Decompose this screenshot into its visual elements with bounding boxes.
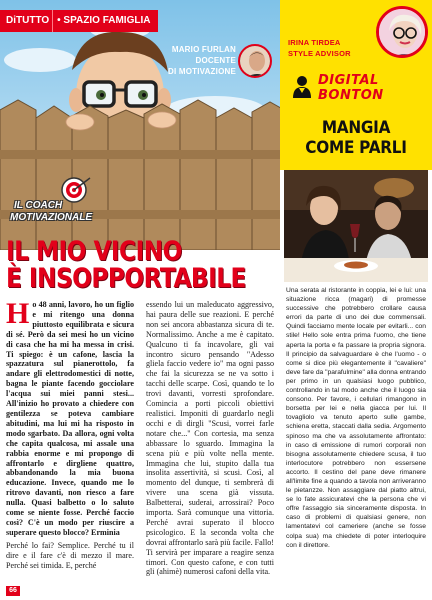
coach-role: DOCENTE: [195, 56, 236, 65]
advisor-avatar: [376, 6, 428, 58]
article-title-line2: È INSOPPORTABILE: [6, 263, 246, 294]
sidebar-body: [286, 286, 426, 550]
coach-reply-continued: essendo lui un maleducato aggressivo, hai paura delle sue reazioni. E perché non sei ancora abbastanza sicura di te. Normalissimo. Anche a me è capitato. Qualcuno ti fa incavolare, gli vai incontro sicuro pensando "Adesso gliela faccio vedere io" ma ogni passo che fai la sicurezza se ne va sotto i tacchi delle scarpe. Così, quando te lo trovi davanti, vorresti sprofondare. Comincia a porti piccoli obiettivi realistici. Imponiti di guardarlo negli occhi e di dirgli "Scusi, vorrei farle notare che..." Con cortesia, ma senza abbassare lo sguardo. Immagina la scena più e più volte nella mente. Immagina che lui, stupito dalla tua insolita assertività, si scusi. Così, al momento del dunque, ti sembrerà di vivere una scena già vissuta. Balbetterai, suderai, arrossirai? Poco importa. Sarà comunque una vittoria. Perché avrai superato il blocco psicologico. E la seconda volta che dovrai affrontarlo sarà più facile. Fallo! Ti servirà per imparare a reagire senza timori. Con questo cafone, e con tutti gli (ahimè) numerosi cafoni della vita.: [146, 300, 274, 577]
coach-reply-start: Perché lo fai? Semplice. Perché tu il dire e il fare c'è di mezzo il mare. Perché sei timida. E, perché: [6, 540, 134, 570]
coach-avatar: [238, 44, 272, 78]
coach-name: MARIO FURLAN: [171, 45, 236, 54]
sidebar-title-line1: MANGIA: [321, 118, 391, 138]
bonton-label: BONTON: [318, 88, 384, 103]
advisor-name: IRINA TIRDEA: [288, 38, 341, 47]
coach-byline: [152, 44, 276, 77]
article-column-2: [146, 300, 274, 577]
page-number: 66: [6, 586, 20, 596]
section-header: [0, 10, 158, 32]
digital-bonton-badge: [290, 72, 422, 104]
coach-role-2: DI MOTIVAZIONE: [168, 67, 236, 76]
person-icon: [290, 74, 314, 100]
article-body: [6, 297, 274, 592]
coach-badge-line1: IL COACH: [14, 200, 63, 211]
article-title-line1: IL MIO VICINO: [6, 236, 182, 267]
sidebar-title-line2: COME PARLI: [305, 138, 407, 158]
coach-badge: [10, 176, 106, 232]
drop-cap: H: [6, 297, 30, 330]
sidebar-body-text: Una serata al ristorante in coppia, lei e lui: una situazione ricca (magari) di promesse successive che potrebbero crollare causa errori da parte di uno dei due commensali. Quindi facciamo mente locale per evitarli... con stile! Hello sole entra prima l'uomo, che tiene aperta la porta e fa passare la propria signora. Il principio da salvaguardare è che l'uomo - o come si dice più elegantemente il "cavaliere" deve fare da "parafulmine" alla donna entrando per primo in un qualsiasi luogo pubblico, controllando in tal modo anche che il luogo sia consono. Per favore, i cellulari rimangono in borsetta per lei e nella giacca per lui. Il tovagliolo va tenuto aperto sulle gambe, schiena eretta, staccati dalla sedia. Argomento spinoso ma che va assolutamente affrontato: in caso di emissione di rumori corporali non bisogna assolutamente chiedere scusa, il tuo interlocutore potrebbero non essersene accorto. Il cestino del pane deve rimanere all'limite fine a quando a tavola non arriveranno le pietanzze. Non assaggiare dal piatto altrui, se lo fate assicuratevi che la persona che vi offre l'assaggio sia sinceramente disposta. In caso di problemi di qualsiasi genere, non lamentatevi col cameriere (anche se fosse colpa sua) ma chiedete di poter interloquire con il direttore.: [286, 287, 426, 549]
article-title: [6, 238, 280, 292]
coach-badge-line2: MOTIVAZIONALE: [10, 212, 93, 223]
advisor-role: STYLE ADVISOR: [288, 49, 351, 58]
digital-label: DIGITAL: [318, 73, 379, 88]
letter-text: o 48 anni, lavoro, ho un figlio e mi ritengo una donna piuttosto equilibrata e sicura di sé. Però da sei mesi ho un vicino di casa che ha mi ha messa in crisi. Ti spiego: è un cafone, lascia la spazzatura sul pianerottolo, fa andare gli elettrodomestici di notte, bagna le piante facendo gocciolare l'acqua sui miei panni stesi... All'inizio ho provato a chiedere con gentilezza se poteva cambiare abitudini, ma lui mi ha risposto in modo sgarbato. Da allora, ogni volta che capita qualcosa, mi assale una rabbia enorme e mi propongo di affrontarlo e dirgliene quattro, abbandonando la mia buona educazione. Invece, quando me lo ritrovo davanti, non riesco a fare nulla. Quasi balbetto o lo saluto come se niente fosse. Perché faccio così? C'è un modo per riuscire a superare questo blocco? Erminia: [6, 300, 134, 537]
article-column-1: [6, 297, 134, 570]
restaurant-photo: [284, 170, 428, 282]
sidebar-column: [280, 0, 432, 600]
reader-letter: [6, 297, 134, 538]
magazine-brand: DiTUTTO: [0, 10, 52, 32]
section-name: • SPAZIO FAMIGLIA: [52, 10, 158, 32]
